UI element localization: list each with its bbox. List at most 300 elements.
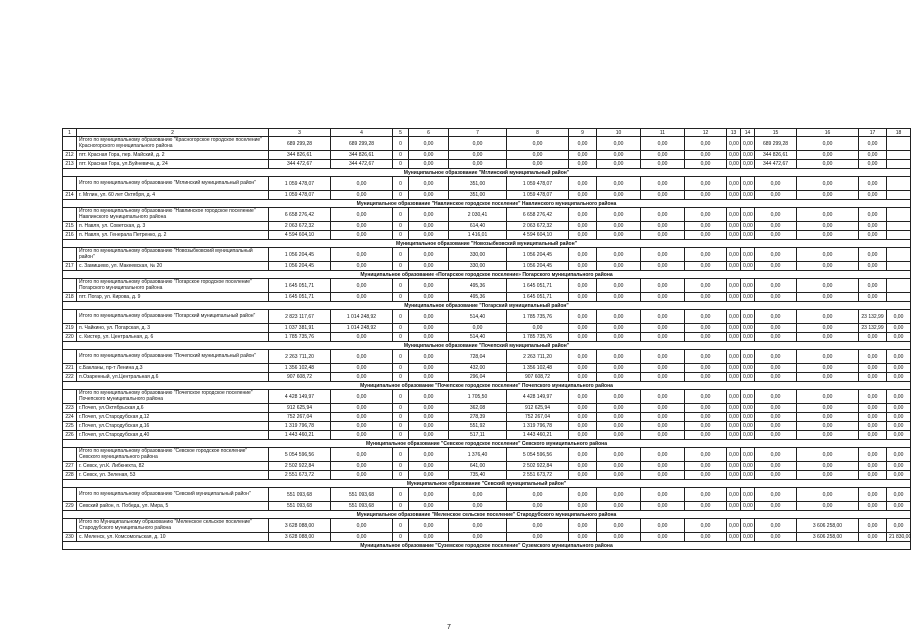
row-number-cell: 229 [63,502,77,511]
value-cell: 0,00 [797,137,859,151]
value-cell: 0,00 [331,404,393,413]
value-cell: 0,00 [859,413,887,422]
value-cell: 351,00 [449,191,507,200]
value-cell: 0,00 [641,462,685,471]
value-cell: 1 645 051,71 [269,293,331,302]
value-cell: 0,00 [641,324,685,333]
address-cell: п. Чайкино, ул. Погарская, д. 3 [77,324,269,333]
column-number-cell: 16 [797,129,859,137]
value-cell: 0,00 [597,191,641,200]
value-cell: 0,00 [331,350,393,364]
section-title: Муниципальное образование "Погарский муниципальный район" [63,302,911,310]
value-cell: 0,00 [685,350,727,364]
value-cell: 0,00 [331,333,393,342]
column-number-cell: 5 [393,129,409,137]
value-cell: 0,00 [727,413,741,422]
value-cell: 0,00 [641,413,685,422]
value-cell: 0,00 [409,471,449,480]
value-cell: 1 356 102,48 [269,364,331,373]
value-cell: 0,00 [409,373,449,382]
value-cell: 0,00 [569,519,597,533]
value-cell: 0,00 [797,431,859,440]
value-cell: 0 [393,160,409,169]
section-header-row [63,440,911,448]
value-cell: 0 [393,279,409,293]
table-row [63,324,911,333]
value-cell: 0 [393,222,409,231]
value-cell: 0,00 [597,519,641,533]
value-cell: 0,00 [727,248,741,262]
value-cell: 0,00 [597,462,641,471]
address-cell: г.Почеп, ул.Стародубская д.40 [77,431,269,440]
value-cell: 0,00 [859,533,887,542]
value-cell: 551 093,68 [269,502,331,511]
value-cell: 0,00 [797,462,859,471]
value-cell: 0,00 [641,248,685,262]
value-cell: 0,00 [569,262,597,271]
value-cell: 614,40 [449,222,507,231]
value-cell [887,177,911,191]
value-cell: 0,00 [641,404,685,413]
value-cell: 0,00 [887,364,911,373]
value-cell: 0,00 [641,422,685,431]
value-cell: 514,40 [449,310,507,324]
row-number-cell: 212 [63,151,77,160]
value-cell: 0,00 [797,373,859,382]
value-cell: 0,00 [449,151,507,160]
value-cell: 0,00 [597,488,641,502]
value-cell: 0,00 [859,151,887,160]
value-cell: 0,00 [409,488,449,502]
address-cell: Итого по муниципальному образованию "Новозыбковский муниципальный район" [77,248,269,262]
value-cell: 0,00 [569,422,597,431]
value-cell: 0,00 [331,293,393,302]
value-cell: 1 056 204,45 [269,262,331,271]
value-cell [887,151,911,160]
value-cell: 0 [393,262,409,271]
value-cell: 0,00 [409,262,449,271]
value-cell: 0,00 [597,177,641,191]
value-cell: 3 606 258,00 [797,519,859,533]
page-number: 7 [447,624,451,631]
value-cell: 0,00 [741,364,755,373]
column-number-cell: 17 [859,129,887,137]
address-cell: п.Озаренный, ул.Центральная д.6 [77,373,269,382]
value-cell: 0 [393,137,409,151]
value-cell: 517,11 [449,431,507,440]
value-cell: 0,00 [331,177,393,191]
section-title: Муниципальное образование "Почепский муниципальный район" [63,342,911,350]
value-cell: 0,00 [409,502,449,511]
value-cell: 0,00 [597,404,641,413]
value-cell: 0 [393,502,409,511]
table-row [63,191,911,200]
value-cell: 0,00 [859,364,887,373]
value-cell: 0,00 [569,448,597,462]
value-cell: 0,00 [859,422,887,431]
section-header-row [63,480,911,488]
value-cell: 0,00 [449,137,507,151]
value-cell: 0,00 [641,373,685,382]
value-cell: 0,00 [597,262,641,271]
value-cell: 0,00 [859,488,887,502]
value-cell: 0,00 [859,293,887,302]
value-cell: 0,00 [409,293,449,302]
total-row [63,350,911,364]
value-cell [887,137,911,151]
value-cell: 23 132,99 [859,324,887,333]
table-row [63,413,911,422]
value-cell: 0,00 [331,471,393,480]
value-cell: 514,40 [449,333,507,342]
value-cell: 0,00 [797,413,859,422]
value-cell: 0,00 [859,208,887,222]
value-cell: 1 059 478,07 [269,191,331,200]
value-cell: 0,00 [569,471,597,480]
column-number-cell: 3 [269,129,331,137]
value-cell: 0,00 [797,350,859,364]
value-cell: 0,00 [569,333,597,342]
address-cell: с. Замишево, ул. Макеевская, № 20 [77,262,269,271]
value-cell: 0,00 [685,533,727,542]
value-cell: 1 356 102,48 [507,364,569,373]
value-cell: 0,00 [569,208,597,222]
value-cell: 0,00 [797,160,859,169]
value-cell: 0 [393,310,409,324]
value-cell: 0,00 [685,404,727,413]
address-cell: г.Почеп, ул.Стародубская д.12 [77,413,269,422]
value-cell: 0,00 [797,177,859,191]
value-cell: 0,00 [741,462,755,471]
column-number-cell: 18 [887,129,911,137]
value-cell: 0,00 [409,519,449,533]
value-cell: 551,92 [449,422,507,431]
row-number-cell [63,137,77,151]
value-cell: 2 551 673,72 [507,471,569,480]
value-cell: 0,00 [859,350,887,364]
value-cell: 0,00 [727,502,741,511]
value-cell: 0,00 [727,448,741,462]
value-cell: 0,00 [859,462,887,471]
value-cell: 0,00 [685,191,727,200]
value-cell: 0,00 [755,471,797,480]
column-number-cell: 1 [63,129,77,137]
address-cell: Итого по муниципальному образованию "Почепский муниципальный район" [77,350,269,364]
row-number-cell: 223 [63,404,77,413]
value-cell: 0,00 [755,413,797,422]
value-cell: 0,00 [597,373,641,382]
value-cell: 0,00 [741,262,755,271]
value-cell: 0,00 [741,208,755,222]
value-cell: 0,00 [685,177,727,191]
value-cell: 0,00 [797,502,859,511]
address-cell: г. Мглин, ул. 60 лет Октября, д. 4 [77,191,269,200]
value-cell: 0 [393,350,409,364]
value-cell: 0 [393,324,409,333]
value-cell: 2 263 711,20 [507,350,569,364]
value-cell: 1 645 051,71 [269,279,331,293]
row-number-cell: 220 [63,333,77,342]
address-cell: г. Севск, ул. Зеленая, 53 [77,471,269,480]
value-cell: 0,00 [641,208,685,222]
value-cell: 0,00 [685,502,727,511]
value-cell [887,208,911,222]
value-cell: 0,00 [569,413,597,422]
column-number-cell: 4 [331,129,393,137]
value-cell: 1 785 735,76 [269,333,331,342]
value-cell: 0,00 [507,488,569,502]
value-cell: 0,00 [741,293,755,302]
value-cell [887,279,911,293]
value-cell: 0,00 [569,160,597,169]
value-cell: 0,00 [859,137,887,151]
row-number-cell [63,448,77,462]
value-cell: 0,00 [755,462,797,471]
value-cell: 0,00 [641,262,685,271]
table-row [63,293,911,302]
value-cell: 0,00 [569,350,597,364]
value-cell: 0,00 [887,519,911,533]
value-cell [887,222,911,231]
address-cell: Итого по муниципальному образованию "Севское городское поселение" Севского муниципального района [77,448,269,462]
value-cell: 0,00 [727,333,741,342]
value-cell: 0,00 [727,404,741,413]
value-cell: 0,00 [409,422,449,431]
value-cell: 0,00 [409,333,449,342]
value-cell: 0,00 [641,533,685,542]
value-cell: 0,00 [755,333,797,342]
value-cell: 0,00 [409,448,449,462]
value-cell: 0,00 [641,502,685,511]
value-cell: 2 502 922,84 [507,462,569,471]
value-cell: 0,00 [507,137,569,151]
value-cell: 1 056 204,45 [269,248,331,262]
value-cell: 0,00 [741,413,755,422]
value-cell: 0,00 [859,231,887,240]
value-cell: 912 625,94 [269,404,331,413]
value-cell: 0,00 [755,208,797,222]
address-cell: Итого по муниципальному образованию "Мглинский муниципальный район" [77,177,269,191]
value-cell: 2 823 117,67 [269,310,331,324]
value-cell: 0,00 [741,333,755,342]
value-cell: 0,00 [409,350,449,364]
value-cell: 0,00 [887,413,911,422]
value-cell: 0,00 [597,390,641,404]
value-cell: 0,00 [797,231,859,240]
value-cell: 0,00 [409,404,449,413]
value-cell: 0,00 [727,279,741,293]
column-number-cell: 7 [449,129,507,137]
value-cell: 1 443 460,21 [269,431,331,440]
value-cell: 0,00 [409,222,449,231]
value-cell: 0,00 [569,191,597,200]
value-cell: 0,00 [641,160,685,169]
value-cell: 0,00 [887,488,911,502]
value-cell: 0,00 [755,324,797,333]
value-cell: 5 054 596,56 [507,448,569,462]
value-cell: 296,04 [449,373,507,382]
total-row [63,310,911,324]
row-number-cell [63,310,77,324]
value-cell: 0,00 [741,137,755,151]
value-cell: 0,00 [727,488,741,502]
value-cell: 0,00 [449,502,507,511]
table-row [63,364,911,373]
value-cell: 495,36 [449,293,507,302]
value-cell: 0,00 [641,279,685,293]
value-cell: 0,00 [755,502,797,511]
value-cell: 0,00 [797,208,859,222]
table-row [63,533,911,542]
value-cell: 0,00 [755,262,797,271]
row-number-cell [63,208,77,222]
section-title: Муниципальное образование "Почепское городское поселение" Почепского муниципального района [63,382,911,390]
value-cell: 0 [393,422,409,431]
value-cell: 0,00 [685,160,727,169]
value-cell: 551 093,68 [331,502,393,511]
value-cell: 0,00 [727,293,741,302]
value-cell: 3 628 088,00 [269,519,331,533]
value-cell: 0,00 [569,151,597,160]
value-cell: 0 [393,390,409,404]
value-cell: 0,00 [331,279,393,293]
value-cell: 0,00 [797,293,859,302]
value-cell: 0,00 [727,373,741,382]
section-header-row [63,169,911,177]
value-cell: 0,00 [797,390,859,404]
section-header-row [63,511,911,519]
value-cell: 0,00 [859,390,887,404]
value-cell: 0,00 [741,324,755,333]
value-cell: 0 [393,404,409,413]
value-cell: 0,00 [887,422,911,431]
value-cell: 0,00 [569,248,597,262]
value-cell: 0,00 [409,208,449,222]
section-title: Муниципальное образование "Навлинское городское поселение" Навлинского муниципального района [63,200,911,208]
value-cell: 0,00 [741,533,755,542]
value-cell: 0,00 [797,471,859,480]
value-cell: 0,00 [741,404,755,413]
address-cell: Севский район, п. Победа, ул. Мира, 5 [77,502,269,511]
value-cell: 1 645 051,71 [507,279,569,293]
section-title: Муниципальное образование "Новозыбковский муниципальный район" [63,240,911,248]
table-row [63,431,911,440]
value-cell: 0,00 [449,324,507,333]
value-cell: 0,00 [331,422,393,431]
value-cell: 1 785 735,76 [507,333,569,342]
total-row [63,519,911,533]
value-cell: 0,00 [641,448,685,462]
value-cell: 0,00 [797,262,859,271]
value-cell: 0,00 [741,279,755,293]
value-cell: 1 319 796,78 [269,422,331,431]
column-number-cell: 13 [727,129,741,137]
value-cell: 0 [393,191,409,200]
row-number-cell: 219 [63,324,77,333]
value-cell: 0,00 [797,422,859,431]
value-cell: 351,00 [449,177,507,191]
row-number-cell: 230 [63,533,77,542]
value-cell: 0,00 [859,431,887,440]
value-cell: 3 606 258,00 [797,533,859,542]
value-cell: 21 830,00 [887,533,911,542]
section-header-row [63,240,911,248]
value-cell: 0,00 [597,248,641,262]
value-cell: 0,00 [887,324,911,333]
value-cell: 278,39 [449,413,507,422]
value-cell: 0,00 [887,390,911,404]
value-cell: 0,00 [569,310,597,324]
value-cell: 0,00 [755,177,797,191]
address-cell: г. Севск, ул.К. Либкнехта, 82 [77,462,269,471]
value-cell: 0 [393,293,409,302]
value-cell: 1 059 478,07 [507,191,569,200]
value-cell: 0,00 [887,471,911,480]
value-cell: 0 [393,248,409,262]
row-number-cell: 226 [63,431,77,440]
row-number-cell [63,488,77,502]
value-cell: 0,00 [797,488,859,502]
section-title: Муниципальное образование "Севское городское поселение" Севского муниципального района [63,440,911,448]
value-cell: 0,00 [741,519,755,533]
row-number-cell [63,350,77,364]
address-cell: пгт. Красная Гора, ул.Буйневича, д. 24 [77,160,269,169]
value-cell: 0,00 [727,191,741,200]
value-cell: 2 263 711,20 [269,350,331,364]
value-cell: 344 472,67 [269,160,331,169]
value-cell: 0,00 [755,431,797,440]
value-cell: 0,00 [641,519,685,533]
address-cell: п. Навля, ул. Генерала Петренко, д. 2 [77,231,269,240]
value-cell: 0,00 [797,448,859,462]
table-row [63,373,911,382]
value-cell: 0,00 [755,279,797,293]
address-cell: Итого по муниципальному образованию "Красногорское городское поселение" Красногорского муниципального района [77,137,269,151]
value-cell: 0,00 [597,533,641,542]
address-cell: пгт. Красная Гора, пер. Майский, д. 2 [77,151,269,160]
value-cell: 1 416,01 [449,231,507,240]
value-cell: 0,00 [331,222,393,231]
value-cell: 0,00 [859,471,887,480]
row-number-cell [63,519,77,533]
value-cell: 0,00 [727,364,741,373]
value-cell: 0,00 [797,324,859,333]
value-cell: 0 [393,177,409,191]
value-cell [887,231,911,240]
row-number-cell: 228 [63,471,77,480]
table-row [63,422,911,431]
value-cell: 0,00 [569,177,597,191]
value-cell: 0,00 [755,350,797,364]
value-cell: 0,00 [685,413,727,422]
row-number-cell [63,248,77,262]
value-cell: 0,00 [887,502,911,511]
value-cell: 0,00 [727,519,741,533]
section-title: Муниципальное образование "Меленское сельское поселение" Стародубского муниципального района [63,511,911,519]
value-cell: 0,00 [597,137,641,151]
section-header-row [63,542,911,550]
value-cell: 0,00 [641,310,685,324]
value-cell: 0,00 [569,137,597,151]
total-row [63,390,911,404]
value-cell: 0,00 [641,364,685,373]
value-cell: 0,00 [641,471,685,480]
value-cell: 0,00 [569,222,597,231]
value-cell: 0,00 [887,448,911,462]
value-cell: 0,00 [409,413,449,422]
value-cell: 0,00 [727,422,741,431]
value-cell: 0,00 [797,404,859,413]
